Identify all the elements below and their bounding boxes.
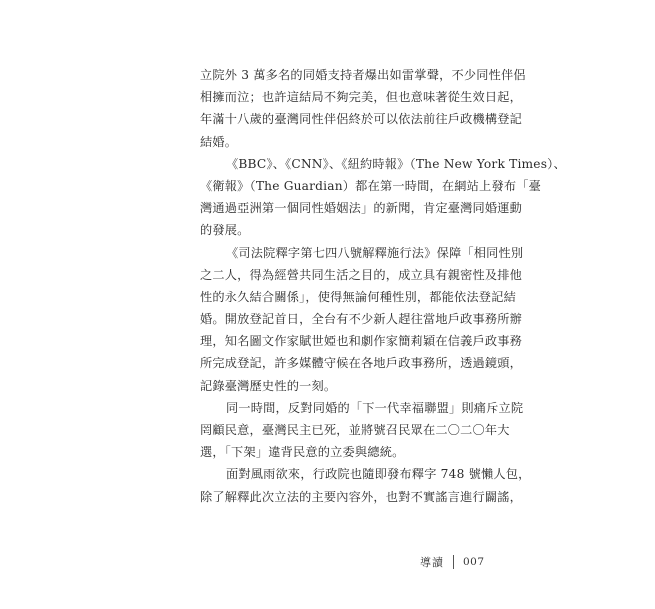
text-line: 《衛報》（The Guardian）都在第一時間，在網站上發布「臺 [200, 178, 541, 193]
text-line: 記錄臺灣歷史性的一刻。 [200, 378, 337, 393]
text-line: 除了解釋此次立法的主要內容外，也對不實謠言進行闢謠， [200, 489, 523, 504]
page-footer [420, 553, 485, 571]
text-line: 的發展。 [200, 223, 250, 238]
text-line: 選，「下架」違背民意的立委與總統。 [200, 445, 405, 460]
text-line: 同一時間，反對同婚的「下一代幸福聯盟」則痛斥立院 [226, 400, 524, 415]
section-title: 導讀 [420, 556, 444, 569]
text-line: 《BBC》、《CNN》、《紐約時報》（The New York Times）、 [226, 156, 566, 171]
text-line: 罔顧民意，臺灣民主已死，並將號召民眾在二〇二〇年大 [200, 423, 510, 437]
text-line: 灣通過亞洲第一個同性婚姻法」的新聞，肯定臺灣同婚運動 [200, 201, 523, 216]
body-text [200, 64, 566, 508]
text-line: 年滿十八歲的臺灣同性伴侶終於可以依法前往戶政機構登記 [200, 112, 523, 127]
text-line: 婚。開放登記首日，全台有不少新人趕往當地戶政事務所辦 [200, 312, 523, 327]
text-line: 《司法院釋字第七四八號解釋施行法》保障「相同性別 [226, 245, 524, 260]
text-line: 所完成登記，許多媒體守候在各地戶政事務所，透過鏡頭， [200, 356, 523, 371]
text-line: 理，知名圖文作家賦世婭也和劇作家簡莉穎在信義戶政事務 [200, 334, 523, 349]
footer-divider [453, 555, 454, 569]
text-line: 結婚。 [200, 134, 238, 149]
text-line: 之二人，得為經營共同生活之目的，成立具有親密性及排他 [200, 267, 523, 282]
text-line: 立院外 3 萬多名的同婚支持者爆出如雷掌聲，不少同性伴侶 [200, 68, 526, 82]
page-number: 007 [463, 556, 485, 568]
text-line: 面對風雨欲來，行政院也隨即發布釋字 748 號懶人包， [226, 467, 531, 482]
text-line: 性的永久結合關係」，使得無論何種性別，都能依法登記結 [200, 289, 516, 304]
text-line: 相擁而泣；也許這結局不夠完美，但也意味著從生效日起， [200, 90, 523, 105]
